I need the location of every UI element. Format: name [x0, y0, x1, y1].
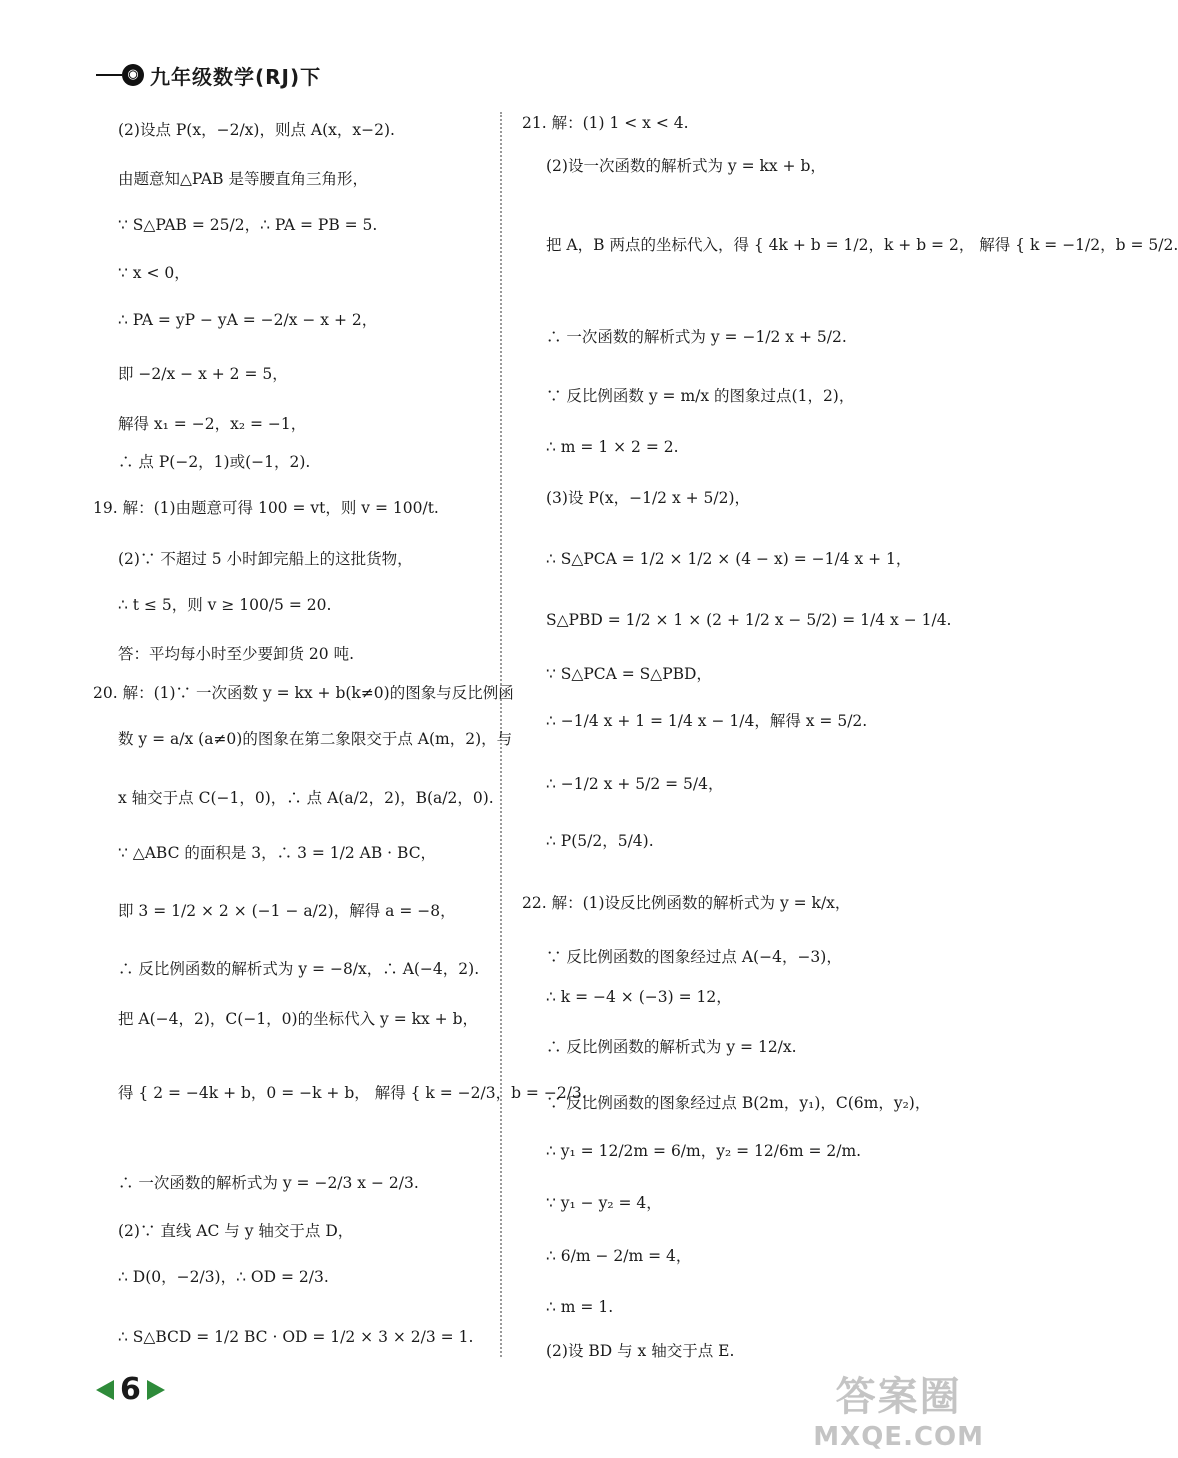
solution-line: ∴ 一次函数的解析式为 y = −2/3 x − 2/3.: [118, 1174, 419, 1192]
book-title: 九年级数学(RJ)下: [150, 64, 322, 89]
problem-20-line: 20. 解：(1)∵ 一次函数 y = kx + b(k≠0)的图象与反比例函: [93, 684, 514, 702]
equation-system-line: 把 A，B 两点的坐标代入，得 { 4k + b = 1/2，k + b = 2， 解得 { k = −1/2，b = 5/2.: [546, 236, 1178, 254]
watermark-en: MXQE.COM: [813, 1422, 984, 1452]
page-footer: [96, 1372, 165, 1407]
solution-line: ∴ k = −4 × (−3) = 12，: [546, 988, 732, 1006]
solution-line: ∴ y₁ = 12/2m = 6/m，y₂ = 12/6m = 2/m.: [546, 1142, 862, 1160]
solution-line: ∴ −1/4 x + 1 = 1/4 x − 1/4，解得 x = 5/2.: [546, 712, 868, 730]
header-rule: [96, 74, 122, 76]
arrow-left-icon: [96, 1380, 114, 1400]
problem-21-line: 21. 解：(1) 1 < x < 4.: [522, 114, 689, 132]
solution-line: (2)设 BD 与 x 轴交于点 E.: [546, 1342, 735, 1360]
solution-line: 由题意知△PAB 是等腰直角三角形，: [118, 170, 368, 188]
solution-line: ∴ D(0，−2/3)，∴ OD = 2/3.: [118, 1268, 329, 1286]
solution-line: ∵ S△PAB = 25/2，∴ PA = PB = 5.: [118, 216, 378, 234]
solution-line: ∵ S△PCA = S△PBD，: [546, 665, 712, 683]
solution-line: ∴ P(5/2，5/4).: [546, 832, 654, 850]
solution-line: x 轴交于点 C(−1，0)，∴ 点 A(a/2，2)，B(a/2，0).: [118, 789, 494, 807]
solution-line: ∴ 点 P(−2，1)或(−1，2).: [118, 453, 311, 471]
answer-line: 答：平均每小时至少要卸货 20 吨.: [118, 645, 355, 663]
solution-line: 即 3 = 1/2 × 2 × (−1 − a/2)，解得 a = −8，: [118, 902, 456, 920]
solution-line: ∵ 反比例函数 y = m/x 的图象过点(1，2)，: [546, 387, 855, 405]
arrow-right-icon: [147, 1380, 165, 1400]
solution-line: ∴ S△PCA = 1/2 × 1/2 × (4 − x) = −1/4 x + 1，: [546, 550, 912, 568]
solution-line: ∴ 反比例函数的解析式为 y = 12/x.: [546, 1038, 797, 1056]
solution-line: 把 A(−4，2)，C(−1，0)的坐标代入 y = kx + b，: [118, 1010, 479, 1028]
solution-line: 即 −2/x − x + 2 = 5，: [118, 365, 288, 383]
solution-line: ∴ 反比例函数的解析式为 y = −8/x，∴ A(−4，2).: [118, 960, 480, 978]
solution-line: (2)设一次函数的解析式为 y = kx + b，: [546, 157, 826, 175]
watermark: [813, 1365, 984, 1452]
solution-line: (2)设点 P(x，−2/x)，则点 A(x，x−2).: [118, 121, 395, 139]
solution-line: ∵ 反比例函数的图象经过点 A(−4，−3)，: [546, 948, 842, 966]
running-header: [96, 60, 321, 90]
solution-line: (2)∵ 直线 AC 与 y 轴交于点 D，: [118, 1222, 354, 1240]
equation-system-line: 得 { 2 = −4k + b，0 = −k + b， 解得 { k = −2/3，b = −2/3.: [118, 1084, 587, 1102]
solution-line: ∴ 一次函数的解析式为 y = −1/2 x + 5/2.: [546, 328, 847, 346]
solution-line: (2)∵ 不超过 5 小时卸完船上的这批货物，: [118, 550, 413, 568]
problem-22-line: 22. 解：(1)设反比例函数的解析式为 y = k/x，: [522, 894, 851, 912]
solution-line: 数 y = a/x (a≠0)的图象在第二象限交于点 A(m，2)，与: [118, 730, 513, 748]
watermark-cn: 答案圈: [835, 1374, 962, 1420]
solution-line: ∵ y₁ − y₂ = 4，: [546, 1194, 662, 1212]
solution-line: ∴ PA = yP − yA = −2/x − x + 2，: [118, 311, 378, 329]
solution-line: ∴ 6/m − 2/m = 4，: [546, 1247, 692, 1265]
solution-line: ∴ −1/2 x + 5/2 = 5/4，: [546, 775, 724, 793]
solution-line: ∴ m = 1.: [546, 1298, 614, 1316]
solution-line: ∴ m = 1 × 2 = 2.: [546, 438, 679, 456]
page-number: 6: [120, 1372, 141, 1407]
header-logo-icon: ◉: [122, 64, 144, 86]
solution-line: S△PBD = 1/2 × 1 × (2 + 1/2 x − 5/2) = 1/4 x − 1/4.: [546, 611, 952, 629]
solution-line: 解得 x₁ = −2，x₂ = −1，: [118, 415, 307, 433]
solution-line: ∵ △ABC 的面积是 3，∴ 3 = 1/2 AB · BC，: [118, 844, 437, 862]
solution-line: ∴ S△BCD = 1/2 BC · OD = 1/2 × 3 × 2/3 = 1.: [118, 1328, 474, 1346]
solution-line: ∵ x < 0，: [118, 264, 190, 282]
problem-19-line: 19. 解：(1)由题意可得 100 = vt，则 v = 100/t.: [93, 499, 439, 517]
solution-line: ∵ 反比例函数的图象经过点 B(2m，y₁)，C(6m，y₂)，: [546, 1094, 931, 1112]
solution-line: ∴ t ≤ 5，则 v ≥ 100/5 = 20.: [118, 596, 332, 614]
solution-line: (3)设 P(x，−1/2 x + 5/2)，: [546, 489, 751, 507]
